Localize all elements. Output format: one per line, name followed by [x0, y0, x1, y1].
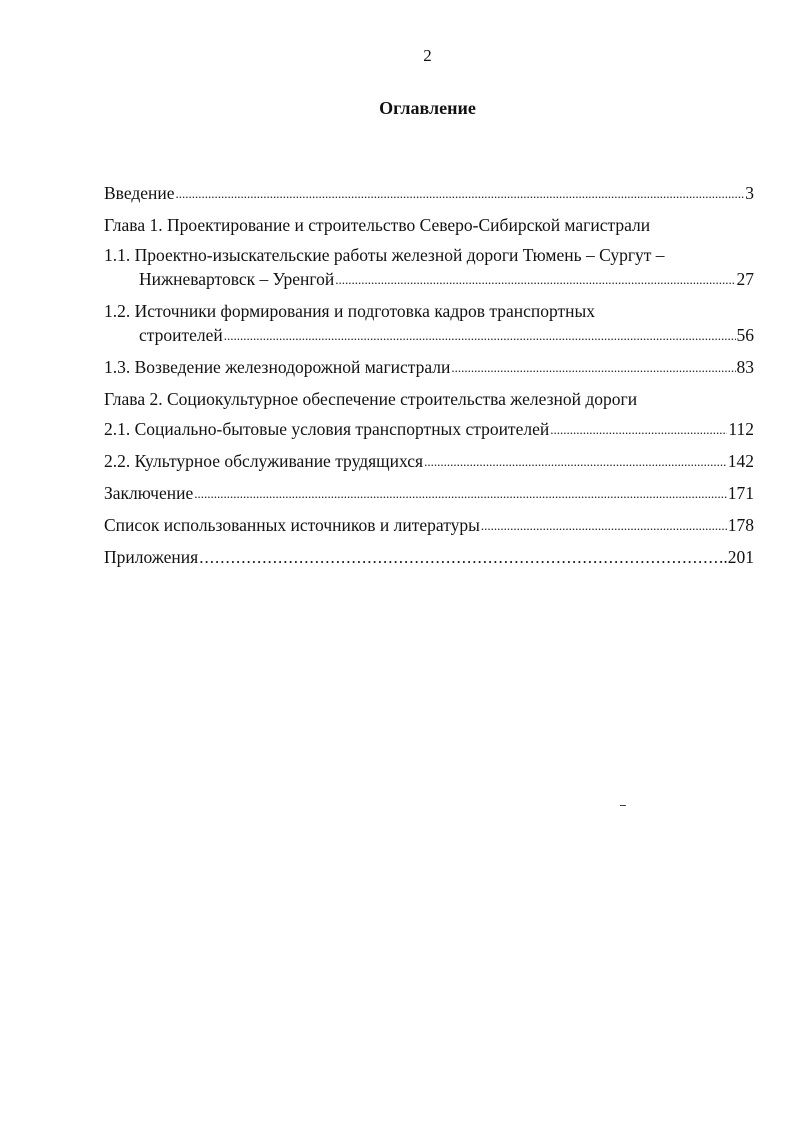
- toc-entry-label: Заключение: [104, 483, 194, 503]
- toc-chapter-label: Глава 2. Социокультурное обеспечение строительства железной дороги: [104, 389, 638, 409]
- table-of-contents: [104, 181, 754, 576]
- page-title: Оглавление: [379, 98, 476, 118]
- toc-entry-appendix: [104, 545, 754, 570]
- dot-leader: [224, 324, 736, 348]
- toc-entry-label-line2: строителей: [139, 325, 223, 345]
- toc-chapter-2: [104, 387, 754, 411]
- toc-entry-label: Приложения: [104, 547, 199, 567]
- dot-leader: [194, 482, 727, 506]
- toc-chapter-label: Глава 1. Проектирование и строительство Северо-Сибирской магистрали: [104, 215, 651, 235]
- toc-entry-page: 3: [745, 183, 754, 203]
- dot-leader: [481, 514, 727, 538]
- dot-leader: [424, 450, 727, 474]
- toc-entry-intro: [104, 181, 754, 207]
- toc-entry-page: 56: [736, 325, 754, 345]
- toc-entry-label: Введение: [104, 183, 175, 203]
- toc-chapter-1: [104, 213, 754, 237]
- dot-leader: [176, 182, 745, 206]
- page-number: 2: [423, 46, 432, 65]
- toc-entry-page: 142: [727, 451, 754, 471]
- toc-entry-page: 27: [736, 269, 754, 289]
- toc-entry-page: ..201: [719, 547, 754, 567]
- toc-entry-1-3: [104, 355, 754, 381]
- toc-entry-label: 1.3. Возведение железнодорожной магистрали: [104, 357, 451, 377]
- toc-entry-1-1: [104, 243, 754, 293]
- toc-entry-label: 2.2. Культурное обслуживание трудящихся: [104, 451, 424, 471]
- toc-entry-2-1: [104, 417, 754, 443]
- toc-entry-1-2: [104, 299, 754, 349]
- toc-entry-label-line1: 1.1. Проектно-изыскательские работы железной дороги Тюмень – Сургут –: [104, 245, 665, 265]
- toc-entry-label: Список использованных источников и литературы: [104, 515, 480, 535]
- toc-entry-label-line1: 1.2. Источники формирования и подготовка кадров транспортных: [104, 301, 596, 321]
- toc-entry-conclusion: [104, 481, 754, 507]
- dot-leader: [335, 268, 735, 292]
- toc-entry-label: 2.1. Социально-бытовые условия транспортных строителей: [104, 419, 550, 439]
- toc-entry-page: 171: [727, 483, 754, 503]
- toc-entry-sources: [104, 513, 754, 539]
- stray-dash-mark: [620, 805, 626, 806]
- toc-entry-2-2: [104, 449, 754, 475]
- dot-leader: [199, 546, 718, 570]
- toc-entry-page: 83: [736, 357, 754, 377]
- dot-leader: [451, 356, 735, 380]
- toc-entry-page: 112: [728, 419, 754, 439]
- toc-entry-page: 178: [727, 515, 754, 535]
- dot-leader: [550, 418, 727, 442]
- toc-entry-label-line2: Нижневартовск – Уренгой: [139, 269, 335, 289]
